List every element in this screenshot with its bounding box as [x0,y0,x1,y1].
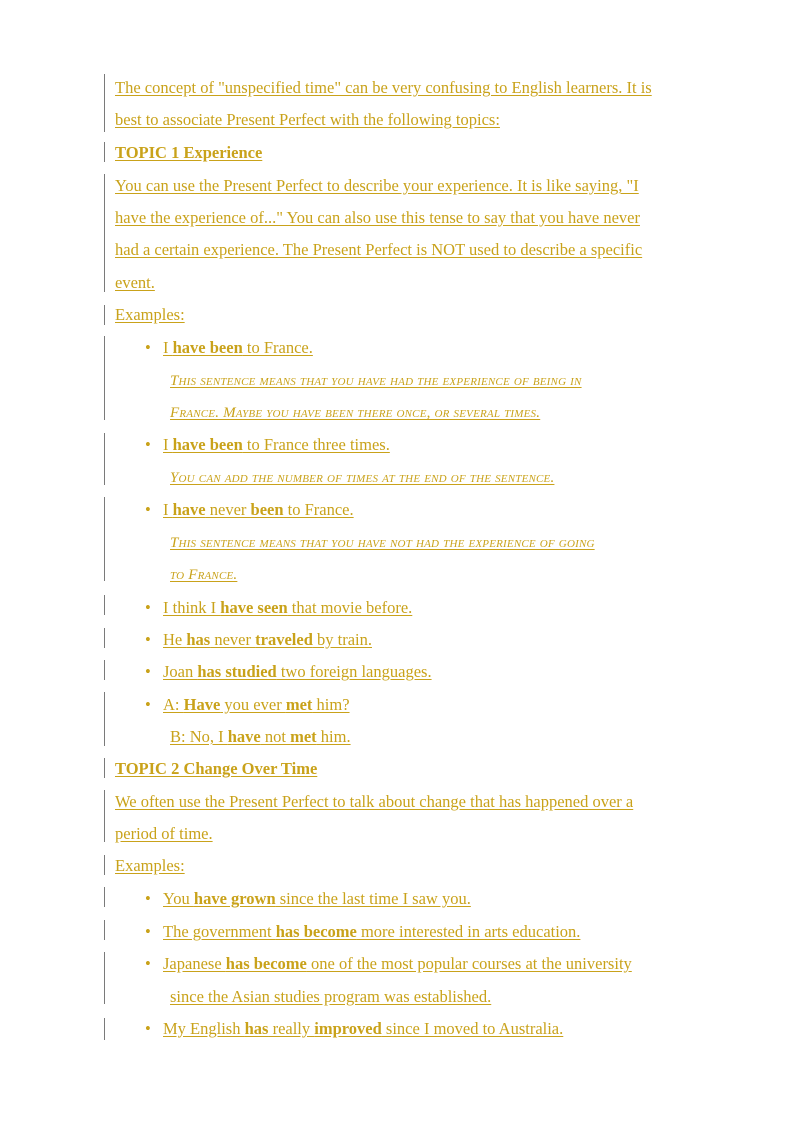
change-bar [104,920,105,940]
change-bar [104,952,105,1004]
examples-label: Examples: [115,305,185,324]
change-bar [104,628,105,648]
example-note: You can add the number of times at the end of the sentence. [170,470,555,486]
list-item: • I think I have seen that movie before. [145,598,413,617]
list-item: • I have been to France three times. [145,435,390,454]
example-note: This sentence means that you have had the experience of being in [170,373,582,389]
change-bar [104,887,105,907]
change-bar [104,433,105,485]
list-item: • I have been to France. [145,338,313,357]
change-bar [104,758,105,778]
bullet-icon: • [145,338,151,357]
change-bar [104,595,105,615]
example-note: This sentence means that you have not had the experience of going [170,535,595,551]
bullet-icon: • [145,500,151,519]
bullet-icon: • [145,630,151,649]
bullet-icon: • [145,598,151,617]
list-item: • Japanese has become one of the most popular courses at the university [145,954,632,973]
bullet-icon: • [145,889,151,908]
list-item: • My English has really improved since I moved to Australia. [145,1019,564,1038]
example-note: to France. [170,567,238,583]
change-bar [104,142,105,162]
bullet-icon: • [145,435,151,454]
list-item-continuation: since the Asian studies program was established. [170,987,492,1006]
bullet-icon: • [145,954,151,973]
intro-text: best to associate Present Perfect with the following topics: [115,110,500,129]
list-item: • You have grown since the last time I saw you. [145,889,471,908]
paragraph-line: period of time. [115,824,213,843]
list-item: • A: Have you ever met him? [145,695,350,714]
change-bar [104,174,105,292]
change-bar [104,790,105,842]
example-note: France. Maybe you have been there once, or several times. [170,405,541,421]
list-item: • Joan has studied two foreign languages. [145,662,432,681]
list-item: • The government has become more interested in arts education. [145,922,581,941]
bullet-icon: • [145,922,151,941]
list-item: • I have never been to France. [145,500,354,519]
examples-label: Examples: [115,856,185,875]
topic-heading: TOPIC 1 Experience [115,143,263,162]
paragraph-line: have the experience of..." You can also use this tense to say that you have never [115,208,640,227]
paragraph-line: You can use the Present Perfect to describe your experience. It is like saying, "I [115,176,639,195]
change-bar [104,497,105,581]
change-bar [104,660,105,680]
list-item: • He has never traveled by train. [145,630,372,649]
bullet-icon: • [145,662,151,681]
intro-text: The concept of "unspecified time" can be very confusing to English learners. It is [115,78,652,97]
change-bar [104,855,105,875]
change-bar [104,305,105,325]
change-bar [104,692,105,746]
paragraph-line: event. [115,273,155,292]
paragraph-line: had a certain experience. The Present Perfect is NOT used to describe a specific [115,240,643,259]
topic-heading: TOPIC 2 Change Over Time [115,759,318,778]
paragraph-line: We often use the Present Perfect to talk about change that has happened over a [115,792,634,811]
change-bar [104,1018,105,1040]
change-bar [104,74,105,132]
bullet-icon: • [145,695,151,714]
bullet-icon: • [145,1019,151,1038]
dialogue-reply: B: No, I have not met him. [170,727,351,746]
change-bar [104,336,105,420]
